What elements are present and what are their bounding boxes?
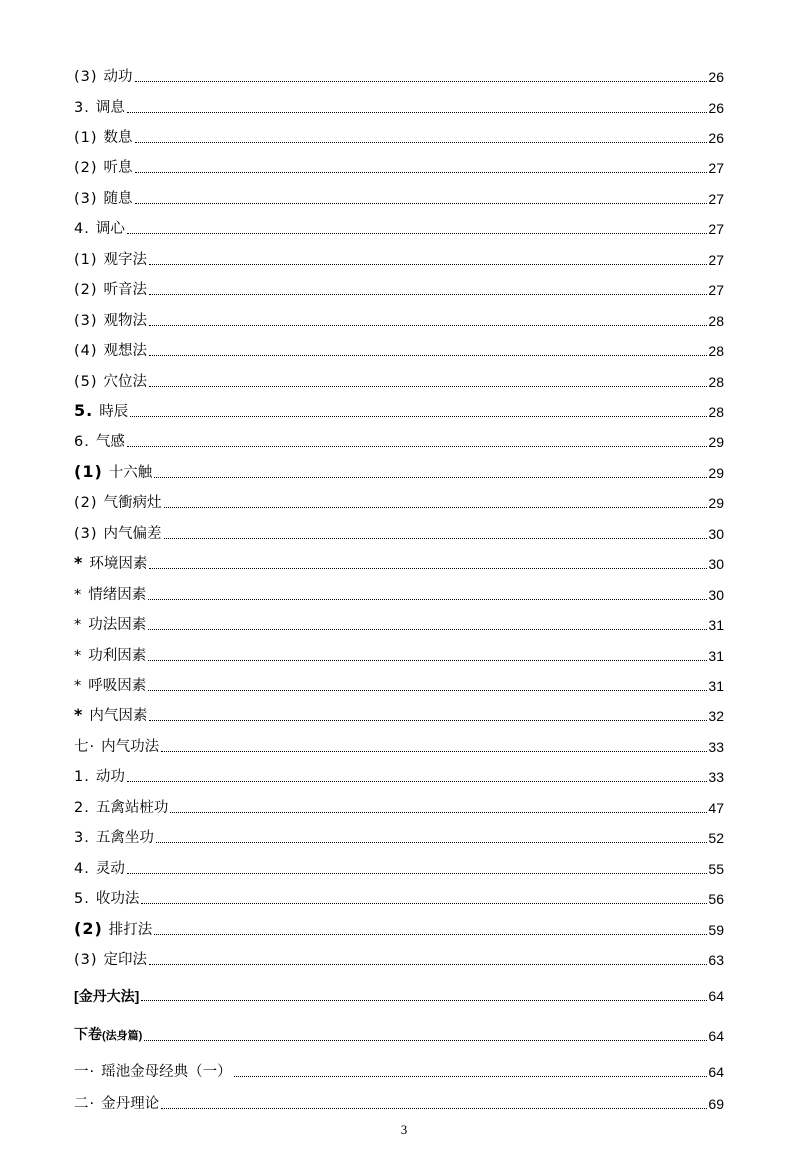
toc-entry-page: 64 — [708, 1028, 724, 1044]
dot-leader — [127, 233, 708, 234]
toc-entry[interactable] — [74, 521, 724, 543]
toc-entry-page: 27 — [708, 221, 724, 237]
toc-entry-page: 47 — [708, 800, 724, 816]
toc-entry-page: 28 — [708, 313, 724, 329]
toc-entry[interactable] — [74, 856, 724, 878]
toc-entry[interactable] — [74, 369, 724, 391]
toc-entry-number: 6. — [74, 434, 90, 450]
dot-leader — [149, 386, 707, 387]
dot-leader — [149, 294, 707, 295]
toc-entry-title: 环境因素 — [89, 556, 148, 572]
toc-entry[interactable] — [74, 247, 724, 269]
toc-entry-number: (3) — [74, 191, 98, 207]
toc-entry-title: 调心 — [95, 221, 125, 237]
toc-entry[interactable] — [74, 186, 724, 208]
toc-entry-title: 五禽站桩功 — [95, 800, 169, 816]
toc-entry-number: (4) — [74, 343, 98, 359]
toc-entry[interactable] — [74, 764, 724, 786]
dot-leader — [127, 781, 708, 782]
toc-entry[interactable] — [74, 917, 724, 939]
toc-entry[interactable] — [74, 1023, 724, 1045]
toc-entry-title: 气感 — [95, 434, 125, 450]
dot-leader — [149, 264, 707, 265]
toc-entry-number: (1) — [74, 462, 103, 481]
dot-leader — [127, 873, 708, 874]
toc-entry-page: 29 — [708, 495, 724, 511]
toc-entry-page: 27 — [708, 160, 724, 176]
toc-entry-page: 30 — [708, 526, 724, 542]
dot-leader — [144, 1040, 707, 1041]
toc-entry-number: 二· — [74, 1096, 96, 1112]
toc-entry-page: 26 — [708, 69, 724, 85]
toc-entry[interactable] — [74, 64, 724, 86]
toc-entry-number: (2) — [74, 282, 98, 298]
toc-entry-number: (3) — [74, 526, 98, 542]
toc-entry-number: * — [74, 587, 83, 603]
toc-entry-number: * — [74, 678, 83, 694]
toc-entry[interactable] — [74, 277, 724, 299]
dot-leader — [141, 1000, 707, 1001]
toc-entry-page: 29 — [708, 465, 724, 481]
toc-entry-number: * — [74, 705, 84, 724]
dot-leader — [135, 203, 708, 204]
dot-leader — [156, 842, 708, 843]
toc-entry-page: 29 — [708, 434, 724, 450]
dot-leader — [170, 812, 707, 813]
toc-entry-page: 31 — [708, 617, 724, 633]
dot-leader — [130, 416, 707, 417]
toc-entry-title: 下卷 — [74, 1026, 102, 1042]
toc-entry-number: (5) — [74, 374, 98, 390]
page-number: 3 — [400, 1122, 408, 1137]
toc-entry-page: 31 — [708, 678, 724, 694]
toc-entry-title: 瑶池金母经典（一） — [101, 1064, 232, 1080]
toc-entry[interactable] — [74, 308, 724, 330]
dot-leader — [135, 81, 708, 82]
toc-entry-page: 64 — [708, 988, 724, 1004]
toc-entry-number: * — [74, 648, 83, 664]
toc-entry-title: 听息 — [103, 160, 133, 176]
toc-entry-page: 27 — [708, 252, 724, 268]
toc-entry-title: 内气偏差 — [103, 526, 162, 542]
toc-entry-title: 动功 — [95, 769, 125, 785]
toc-entry[interactable] — [74, 795, 724, 817]
toc-entry-number: (3) — [74, 69, 98, 85]
toc-entry-title: 排打法 — [108, 922, 153, 938]
toc-entry-page: 63 — [708, 952, 724, 968]
toc-entry-title: 听音法 — [103, 282, 148, 298]
toc-entry-page: 31 — [708, 648, 724, 664]
toc-entry[interactable] — [74, 216, 724, 238]
toc-entry-number: 2. — [74, 800, 90, 816]
toc-entry[interactable] — [74, 703, 724, 725]
toc-entry-title: 時辰 — [99, 404, 129, 420]
toc-entry-title: 定印法 — [103, 952, 148, 968]
toc-entry-title: 收功法 — [95, 891, 140, 907]
toc-entry-number: * — [74, 553, 84, 572]
toc-entry-number: 3. — [74, 830, 90, 846]
toc-entry-page: 56 — [708, 891, 724, 907]
toc-entry[interactable] — [74, 125, 724, 147]
toc-entry-page: 33 — [708, 769, 724, 785]
toc-entry[interactable] — [74, 886, 724, 908]
toc-entry-number: (1) — [74, 252, 98, 268]
toc-entry-title: 观物法 — [103, 313, 148, 329]
toc-entry-title: 动功 — [103, 69, 133, 85]
toc-entry[interactable] — [74, 429, 724, 451]
toc-entry-page: 26 — [708, 100, 724, 116]
toc-entry-title: 数息 — [103, 130, 133, 146]
toc-entry-page: 28 — [708, 343, 724, 359]
toc-entry-title: 金丹理论 — [101, 1096, 160, 1112]
toc-entry-page: 30 — [708, 556, 724, 572]
toc-entry[interactable] — [74, 734, 724, 756]
toc-entry[interactable] — [74, 825, 724, 847]
toc-entry-title: 十六触 — [108, 465, 153, 481]
toc-entry-number: (2) — [74, 160, 98, 176]
toc-entry[interactable] — [74, 643, 724, 665]
toc-entry-page: 32 — [708, 708, 724, 724]
toc-entry-title: 功法因素 — [88, 617, 147, 633]
toc-entry-number: 七· — [74, 739, 96, 755]
toc-entry-page: 30 — [708, 587, 724, 603]
toc-entry[interactable] — [74, 399, 724, 421]
toc-entry-number: (3) — [74, 313, 98, 329]
toc-entry-title: 五禽坐功 — [95, 830, 154, 846]
dot-leader — [149, 568, 707, 569]
toc-entry[interactable] — [74, 490, 724, 512]
dot-leader — [164, 538, 708, 539]
toc-entry-number: 4. — [74, 221, 90, 237]
toc-entry-number: 5. — [74, 401, 94, 420]
dot-leader — [149, 355, 707, 356]
toc-entry-page: 28 — [708, 404, 724, 420]
toc-entry-title: 内气因素 — [89, 708, 148, 724]
toc-entry-title: [金丹大法] — [74, 988, 140, 1004]
toc-entry-page: 52 — [708, 830, 724, 846]
dot-leader — [154, 934, 707, 935]
toc-entry-title: 功利因素 — [88, 648, 147, 664]
toc-entry-page: 59 — [708, 922, 724, 938]
toc-entry[interactable] — [74, 155, 724, 177]
dot-leader — [148, 629, 707, 630]
toc-entry-title: 随息 — [103, 191, 133, 207]
dot-leader — [148, 599, 707, 600]
toc-entry[interactable] — [74, 947, 724, 969]
dot-leader — [141, 903, 707, 904]
dot-leader — [149, 325, 707, 326]
dot-leader — [148, 690, 707, 691]
toc-entry-number: 3. — [74, 100, 90, 116]
dot-leader — [161, 1108, 707, 1109]
toc-entry-number: (3) — [74, 952, 98, 968]
toc-entry-number: 4. — [74, 861, 90, 877]
dot-leader — [149, 964, 707, 965]
toc-entry[interactable] — [74, 673, 724, 695]
toc-entry-title: 观字法 — [103, 252, 148, 268]
toc-entry-title: 呼吸因素 — [88, 678, 147, 694]
toc-entry-page: 27 — [708, 282, 724, 298]
toc-entry-page: 27 — [708, 191, 724, 207]
toc-entry-number: 1. — [74, 769, 90, 785]
dot-leader — [149, 720, 707, 721]
toc-entry[interactable] — [74, 1059, 724, 1081]
toc-entry[interactable] — [74, 95, 724, 117]
toc-entry-page: 33 — [708, 739, 724, 755]
toc-entry-number: * — [74, 617, 83, 633]
toc-entry-subtitle: (法身篇) — [102, 1030, 143, 1042]
toc-entry-title: 气衝病灶 — [103, 495, 162, 511]
toc-entry[interactable] — [74, 612, 724, 634]
dot-leader — [161, 751, 707, 752]
toc-entry-number: (2) — [74, 495, 98, 511]
toc-entry-title: 调息 — [95, 100, 125, 116]
toc-entry-page: 26 — [708, 130, 724, 146]
toc-entry[interactable] — [74, 983, 724, 1005]
dot-leader — [234, 1076, 708, 1077]
toc-entry[interactable] — [74, 338, 724, 360]
toc-entry-number: 一· — [74, 1064, 96, 1080]
toc-entry-number: (1) — [74, 130, 98, 146]
toc-entry[interactable] — [74, 460, 724, 482]
toc-entry-title: 观想法 — [103, 343, 148, 359]
toc-entry[interactable] — [74, 551, 724, 573]
toc-entry-page: 69 — [708, 1096, 724, 1112]
toc-entry-page: 28 — [708, 374, 724, 390]
toc-entry[interactable] — [74, 1091, 724, 1113]
toc-entry-page: 64 — [708, 1064, 724, 1080]
toc-entry-number: 5. — [74, 891, 90, 907]
toc-entry-title: 灵动 — [95, 861, 125, 877]
toc-entry-title: 内气功法 — [101, 739, 160, 755]
dot-leader — [127, 112, 708, 113]
dot-leader — [135, 172, 708, 173]
dot-leader — [164, 507, 708, 508]
dot-leader — [148, 660, 707, 661]
toc-entry-title: 穴位法 — [103, 374, 148, 390]
toc-entry-title: 情绪因素 — [88, 587, 147, 603]
dot-leader — [127, 446, 708, 447]
toc-entry-page: 55 — [708, 861, 724, 877]
toc-entry-number: (2) — [74, 919, 103, 938]
dot-leader — [135, 142, 708, 143]
dot-leader — [154, 477, 707, 478]
toc-entry[interactable] — [74, 582, 724, 604]
